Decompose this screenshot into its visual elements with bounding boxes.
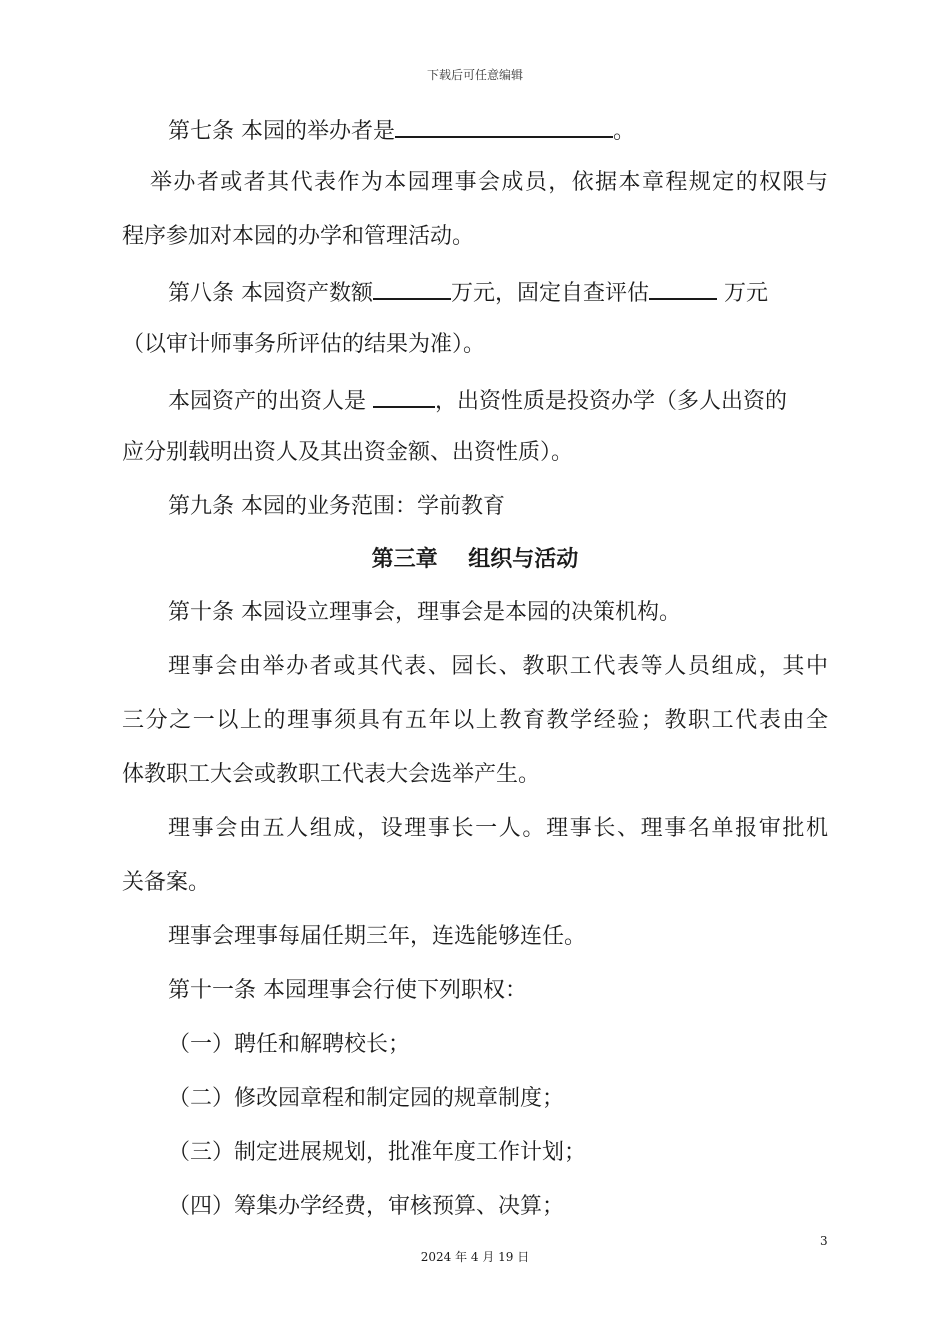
- chapter-heading: 第三章 组织与活动: [371, 547, 579, 572]
- list-item: （三）制定进展规划，批准年度工作计划；: [168, 1140, 587, 1165]
- investor-blank: [373, 384, 435, 408]
- council-composition-line-2: 三分之一以上的理事须具有五年以上教育教学经验；教职工代表由全: [122, 708, 828, 733]
- council-composition-line-1: 理事会由举办者或其代表、园长、教职工代表等人员组成，其中: [168, 654, 828, 679]
- footer-date: 2024 年 4 月 19 日: [420, 1250, 530, 1264]
- organizer-blank: [395, 114, 613, 138]
- organizer-para-line-1: 举办者或者其代表作为本园理事会成员，依据本章程规定的权限与: [150, 170, 828, 195]
- list-item: （四）筹集办学经费，审核预算、决算；: [168, 1194, 565, 1219]
- list-item: （一）聘任和解聘校长；: [168, 1032, 411, 1057]
- council-term: 理事会理事每届任期三年，连选能够连任。: [168, 924, 587, 949]
- investor-para: [168, 384, 787, 417]
- investor-text-1: 本园资产的出资人是: [168, 389, 373, 414]
- article-7-text: 第七条 本园的举办者是: [168, 119, 395, 144]
- article-8-text-1: 第八条 本园资产数额: [168, 281, 373, 306]
- article-7: [168, 114, 635, 147]
- asset-amount-blank: [373, 276, 451, 300]
- article-11: 第十一条 本园理事会行使下列职权：: [168, 978, 527, 1003]
- investor-text-2: ，出资性质是投资办学（多人出资的: [435, 389, 788, 414]
- article-9: 第九条 本园的业务范围：学前教育: [168, 494, 505, 519]
- article-10: 第十条 本园设立理事会，理事会是本园的决策机构。: [168, 600, 681, 625]
- article-7-suffix: 。: [613, 119, 636, 144]
- council-size-line-1: 理事会由五人组成，设理事长一人。理事长、理事名单报审批机: [168, 816, 828, 841]
- council-composition-line-3: 体教职工大会或教职工代表大会选举产生。: [122, 762, 541, 787]
- article-8-text-2: 万元，固定自查评估: [451, 281, 650, 306]
- investor-para-line-2: 应分别载明出资人及其出资金额、出资性质）。: [122, 440, 574, 465]
- list-item: （二）修改园章程和制定园的规章制度；: [168, 1086, 565, 1111]
- article-8-line-2: （以审计师事务所评估的结果为准）。: [122, 332, 486, 357]
- article-8-text-3: 万元: [717, 281, 769, 306]
- page-number: 3: [820, 1234, 828, 1248]
- assessment-blank: [649, 276, 717, 300]
- article-8: [168, 276, 768, 309]
- page-header: 下载后可任意编辑: [426, 68, 523, 82]
- council-size-line-2: 关备案。: [122, 870, 211, 895]
- organizer-para-line-2: 程序参加对本园的办学和管理活动。: [122, 224, 475, 249]
